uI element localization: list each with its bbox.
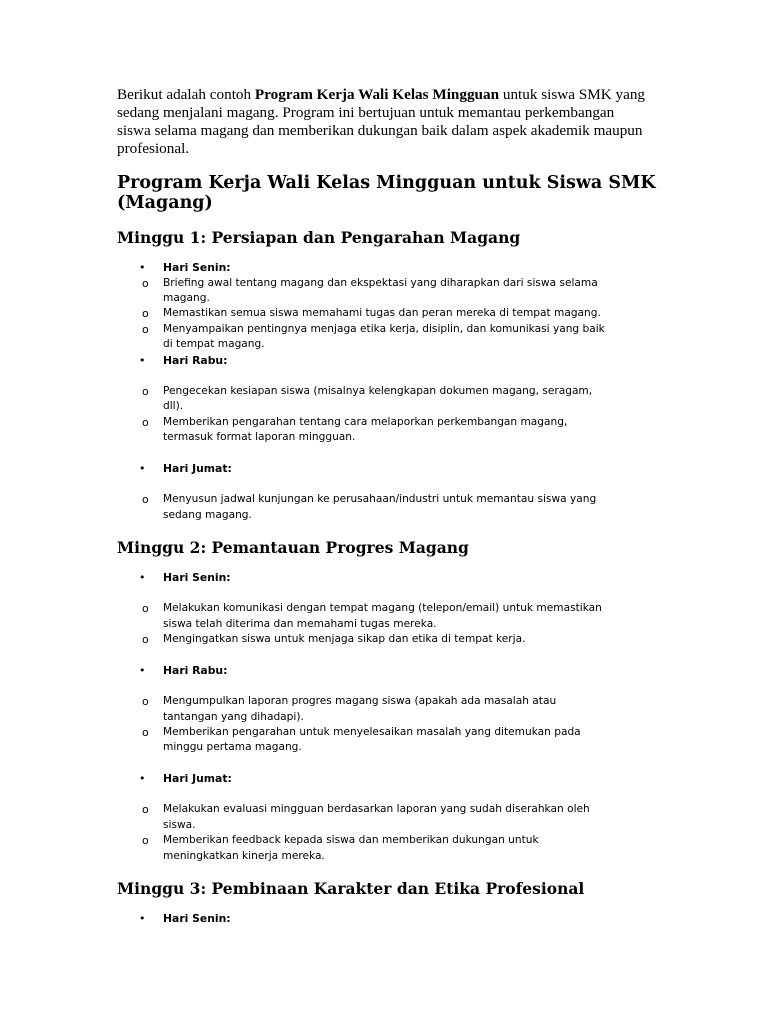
task-item <box>117 306 607 321</box>
task-text: Pengecekan kesiapan siswa (misalnya kelengkapan dokumen magang, seragam, dll). <box>163 385 593 413</box>
task-list <box>117 802 658 864</box>
day-label: Hari Rabu: <box>163 353 228 367</box>
circle-bullet-icon: o <box>142 276 149 290</box>
day-list <box>117 570 658 864</box>
day-item <box>117 663 658 679</box>
task-item <box>117 492 607 523</box>
circle-bullet-icon: o <box>142 633 149 647</box>
intro-bold: Program Kerja Wali Kelas Mingguan <box>254 86 500 103</box>
task-text: Memberikan pengarahan tentang cara melaporkan perkembangan magang, termasuk format laporan mingguan. <box>163 415 568 444</box>
circle-bullet-icon: o <box>142 493 149 507</box>
task-item <box>117 632 607 647</box>
document-title: Program Kerja Wali Kelas Mingguan untuk Siswa SMK (Magang) <box>117 173 656 213</box>
day-label: Hari Senin: <box>163 261 231 274</box>
task-list <box>117 694 658 756</box>
day-label: Hari Jumat: <box>163 461 232 475</box>
task-text: Memberikan feedback kepada siswa dan memberikan dukungan untuk meningkatkan kinerja mereka. <box>163 834 539 862</box>
task-item <box>117 384 607 415</box>
task-text: Memastikan semua siswa memahami tugas dan peran mereka di tempat magang. <box>163 307 601 320</box>
day-label: Hari Jumat: <box>163 771 232 785</box>
bullet-icon: • <box>139 461 146 475</box>
task-list <box>117 384 658 446</box>
day-label: Hari Senin: <box>163 570 231 584</box>
task-text: Menyusun jadwal kunjungan ke perusahaan/industri untuk memantau siswa yang sedang magang. <box>163 493 597 521</box>
day-item <box>117 260 658 276</box>
week-heading: Minggu 2: Pemantauan Progres Magang <box>117 537 469 557</box>
task-item <box>117 833 607 864</box>
day-label: Hari Rabu: <box>163 663 228 677</box>
circle-bullet-icon: o <box>142 322 149 336</box>
day-label: Hari Senin: <box>163 911 231 925</box>
task-text: Briefing awal tentang magang dan ekspektasi yang diharapkan dari siswa selama magang. <box>163 276 598 304</box>
bullet-icon: • <box>139 911 146 925</box>
circle-bullet-icon: o <box>142 415 149 429</box>
task-text: Memberikan pengarahan untuk menyelesaikan masalah yang ditemukan pada minggu pertama magang. <box>163 726 581 754</box>
circle-bullet-icon: o <box>142 385 149 399</box>
circle-bullet-icon: o <box>142 602 149 616</box>
bullet-icon: • <box>139 261 146 274</box>
circle-bullet-icon: o <box>142 834 149 848</box>
week-heading: Minggu 1: Persiapan dan Pengarahan Magang <box>117 228 521 247</box>
day-item <box>117 353 658 369</box>
intro-suffix: untuk siswa SMK yang sedang menjalani magang. Program ini bertujuan untuk memantau perkembangan siswa selama magang dan memberikan dukungan baik dalam aspek akademik maupun profesional. <box>117 86 646 157</box>
day-list <box>117 260 658 523</box>
day-item <box>117 570 658 586</box>
task-text: Melakukan komunikasi dengan tempat magang (telepon/email) untuk memastikan siswa telah diterima dan memahami tugas mereka. <box>163 602 602 630</box>
task-text: Mengingatkan siswa untuk menjaga sikap dan etika di tempat kerja. <box>163 633 526 646</box>
task-item <box>117 415 607 446</box>
task-list <box>117 276 658 353</box>
day-item <box>117 911 658 927</box>
task-list <box>117 601 658 647</box>
day-item <box>117 771 658 787</box>
day-item <box>117 461 658 477</box>
intro-paragraph <box>117 86 647 158</box>
task-text: Melakukan evaluasi mingguan berdasarkan laporan yang sudah diserahkan oleh siswa. <box>163 803 590 831</box>
week-heading: Minggu 3: Pembinaan Karakter dan Etika Profesional <box>117 878 585 898</box>
task-list <box>117 492 658 523</box>
circle-bullet-icon: o <box>142 695 149 709</box>
task-text: Menyampaikan pentingnya menjaga etika kerja, disiplin, dan komunikasi yang baik di tempat magang. <box>163 322 605 351</box>
bullet-icon: • <box>139 353 146 367</box>
task-item <box>117 322 607 353</box>
day-list <box>117 911 658 927</box>
task-item <box>117 725 607 756</box>
circle-bullet-icon: o <box>142 307 149 321</box>
task-item <box>117 276 607 307</box>
task-item <box>117 694 607 725</box>
circle-bullet-icon: o <box>142 803 149 817</box>
bullet-icon: • <box>139 663 146 677</box>
bullet-icon: • <box>139 771 146 785</box>
bullet-icon: • <box>139 570 146 584</box>
task-text: Mengumpulkan laporan progres magang siswa (apakah ada masalah atau tantangan yang dihadapi). <box>163 695 557 723</box>
task-item <box>117 601 607 632</box>
circle-bullet-icon: o <box>142 726 149 739</box>
task-item <box>117 802 607 833</box>
intro-prefix: Berikut adalah contoh <box>117 86 255 103</box>
